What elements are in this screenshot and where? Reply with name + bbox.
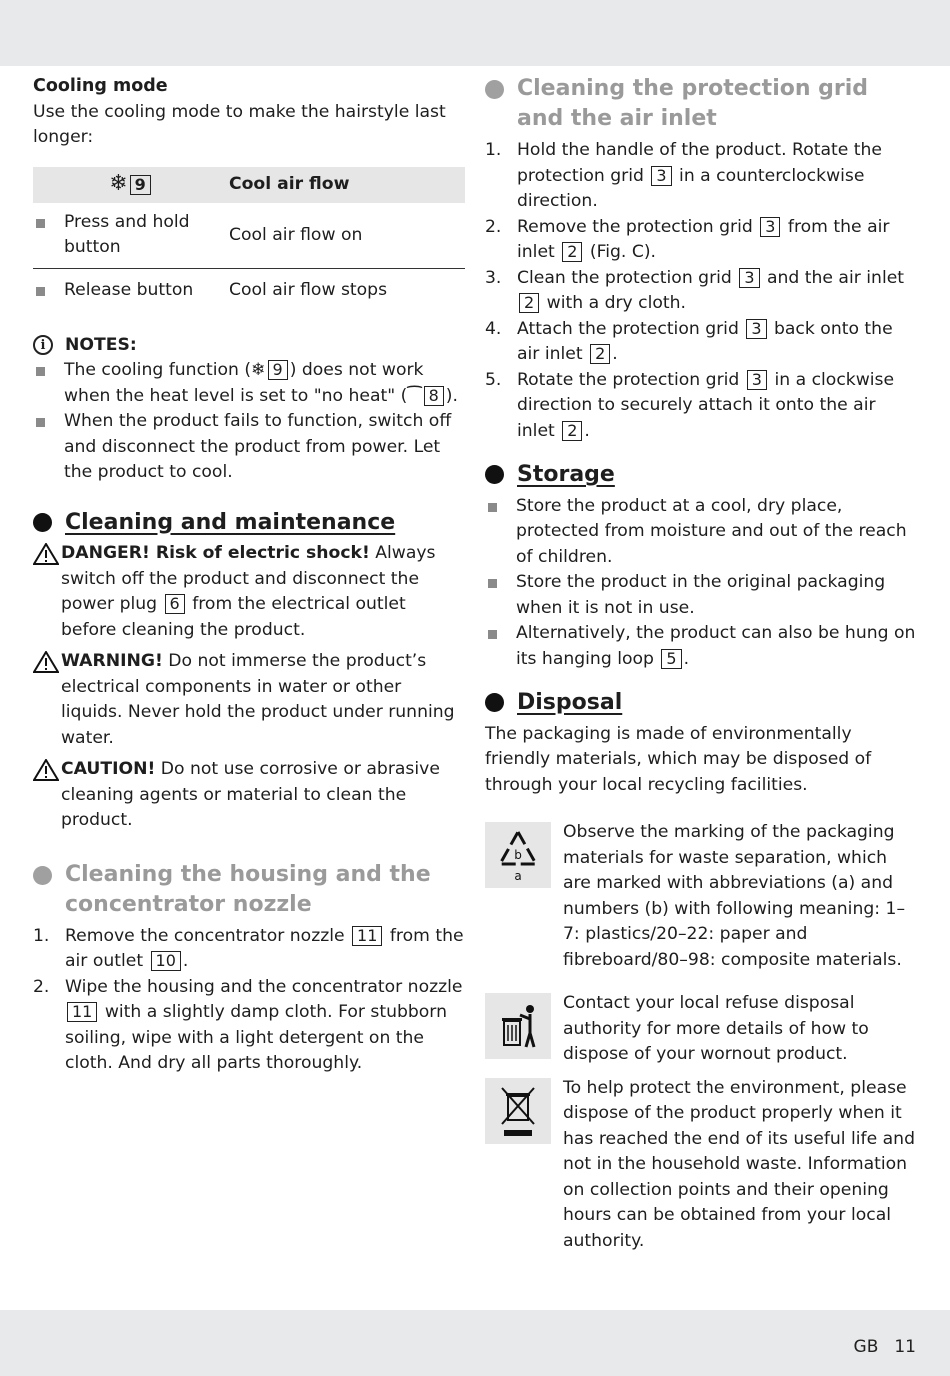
bullet-icon <box>36 418 45 427</box>
warning-notice <box>33 649 465 751</box>
warning-text <box>61 649 465 751</box>
part-number: 3 <box>760 217 780 237</box>
step-part: . <box>612 344 618 364</box>
notes-heading <box>33 333 465 359</box>
list-item <box>485 138 919 215</box>
list-item <box>485 266 919 317</box>
part-number: 3 <box>747 370 767 390</box>
caution-label: CAUTION! <box>61 759 156 779</box>
step-part: from the air inlet <box>517 216 890 262</box>
crossed-bin-icon <box>485 1078 551 1144</box>
disposal-text: To help protect the environment, please dispose of the product properly when it has reached the end of its useful life and not in the household waste. Information on collection points and their opening hours can be obtained from your local authority. <box>563 1077 915 1251</box>
notes-title: NOTES: <box>65 334 137 355</box>
step-part: in a clockwise direction to securely attach it onto the air inlet <box>517 369 895 441</box>
part-number: 2 <box>562 421 582 441</box>
trash-person-icon <box>485 993 551 1059</box>
note-part: ). <box>445 385 458 406</box>
list-item <box>33 409 465 486</box>
part-number: 2 <box>562 242 582 262</box>
step-part: Attach the protection grid <box>517 318 745 339</box>
caution-text <box>61 757 465 834</box>
table-cell-action <box>33 203 229 269</box>
step-part: with a dry cloth. <box>541 293 687 313</box>
part-number: 6 <box>165 594 185 614</box>
danger-notice <box>33 541 465 643</box>
storage-text: Store the product at a cool, dry place, protected from moisture and out of the reach of children. <box>516 495 907 567</box>
table-header-icon-cell <box>33 167 229 203</box>
step-text <box>517 317 917 368</box>
heading-dot-icon <box>485 465 504 484</box>
storage-list <box>485 494 919 673</box>
step-text <box>517 215 917 266</box>
storage-text: Store the product in the original packaging when it is not in use. <box>516 572 886 618</box>
housing-title: Cleaning the housing and the concentrator nozzle <box>65 861 431 917</box>
step-number: 1. <box>33 925 50 946</box>
bullet-icon <box>488 630 497 639</box>
snowflake-icon: ❄ <box>251 360 266 380</box>
step-number: 5. <box>485 369 502 390</box>
caution-part: Do not use corrosive or abrasive cleaning agents or material to clean the product. <box>61 759 440 830</box>
part-number: 3 <box>746 319 766 339</box>
step-number: 2. <box>33 976 50 997</box>
cool-air-table <box>33 167 465 313</box>
table-header-label: Cool air flow <box>229 167 465 203</box>
step-part: Remove the concentrator nozzle <box>65 925 351 946</box>
part-number: 2 <box>590 344 610 364</box>
bullet-icon <box>488 503 497 512</box>
language-code: GB <box>853 1337 879 1357</box>
danger-part: from the electrical outlet before cleaning the product. <box>61 594 406 640</box>
bottom-band <box>0 1310 950 1376</box>
danger-label: DANGER! Risk of electric shock! <box>61 543 370 563</box>
grid-steps <box>485 138 919 444</box>
part-number: 3 <box>651 166 671 186</box>
part-number: 9 <box>130 175 151 195</box>
table-row <box>33 203 465 269</box>
storage-part: . <box>683 648 690 669</box>
step-part: Wipe the housing and the concentrator nozzle <box>65 976 463 997</box>
step-part: Rotate the protection grid <box>517 369 745 390</box>
list-item <box>485 317 919 368</box>
warning-label: WARNING! <box>61 651 163 671</box>
list-item <box>33 924 465 975</box>
recycling-icon <box>485 822 551 888</box>
cooling-mode-title: Cooling mode <box>33 76 168 96</box>
page-number: 11 <box>894 1337 916 1357</box>
disposal-text: Contact your local refuse disposal authority for more details of how to dispose of your wornout product. <box>563 993 869 1064</box>
part-number: 11 <box>352 926 382 946</box>
bullet-icon <box>36 367 45 376</box>
step-part: and the air inlet <box>761 267 905 288</box>
bullet-icon <box>488 579 497 588</box>
list-item <box>485 570 919 621</box>
recycle-b-label: b <box>514 848 522 862</box>
step-part: . <box>182 951 189 971</box>
warning-triangle-icon <box>33 543 61 643</box>
step-part: with a slightly damp cloth. For stubborn soiling, wipe with a light detergent on the cloth. And dry all parts thoroughly. <box>65 1002 447 1073</box>
warning-triangle-icon <box>33 759 61 834</box>
storage-part: Alternatively, the product can also be hung on its hanging loop <box>516 623 916 669</box>
heading-dot-icon <box>33 866 52 885</box>
table-header-row <box>33 167 465 203</box>
snowflake-icon: ❄ <box>109 170 128 196</box>
caution-notice <box>33 757 465 834</box>
step-text <box>65 975 465 1077</box>
cleaning-title: Cleaning and maintenance <box>65 509 396 535</box>
row-action: Press and hold button <box>64 211 190 258</box>
grid-heading <box>485 74 919 134</box>
heading-dot-icon <box>485 80 504 99</box>
row-result: Cool air flow on <box>229 203 465 269</box>
part-number: 3 <box>739 268 759 288</box>
note-part: The cooling function ( <box>64 360 252 380</box>
recycle-a-label: a <box>514 869 522 882</box>
row-result: Cool air flow stops <box>229 280 388 300</box>
step-text <box>65 924 465 975</box>
cooling-intro: Use the cooling mode to make the hairstyle last longer: <box>33 101 446 147</box>
housing-heading <box>33 860 465 920</box>
top-band <box>0 0 950 66</box>
warning-part: Do not immerse the product’s electrical components in water or other liquids. Never hold the product under running water. <box>61 651 455 748</box>
disposal-text: Observe the marking of the packaging materials for waste separation, which are marked with abbreviations (a) and numbers (b) with following meaning: 1–7: plastics/20–22: paper and fibreboard/80–98: composite materials. <box>563 822 906 970</box>
list-item <box>33 975 465 1077</box>
list-item <box>33 358 465 409</box>
step-part: (Fig. C). <box>584 242 657 262</box>
list-item <box>485 494 919 571</box>
bullet-icon <box>36 287 45 296</box>
note-text: When the product fails to function, switch off and disconnect the product from power. Let the product to cool. <box>64 411 452 482</box>
table-row <box>33 269 465 313</box>
danger-part: Always switch off the product and disconnect the power plug <box>61 543 436 614</box>
heading-dot-icon <box>33 513 52 532</box>
step-number: 2. <box>485 216 502 237</box>
part-number: 11 <box>67 1002 97 1022</box>
storage-text <box>516 621 916 672</box>
list-item <box>485 368 919 445</box>
disposal-heading <box>485 690 919 716</box>
note-text <box>64 358 464 409</box>
list-item <box>485 621 919 672</box>
part-number: 5 <box>661 649 681 669</box>
disposal-item <box>485 1076 919 1255</box>
part-number: 10 <box>151 951 181 971</box>
step-number: 4. <box>485 318 502 339</box>
storage-heading <box>485 462 919 488</box>
grid-title: Cleaning the protection grid and the air inlet <box>517 76 869 131</box>
left-column <box>33 72 465 1077</box>
disposal-title: Disposal <box>517 690 623 715</box>
bullet-icon <box>36 219 45 228</box>
part-number: 9 <box>268 360 288 380</box>
step-part: Hold the handle of the product. Rotate the protection grid <box>517 140 882 186</box>
step-part: from the air outlet <box>65 925 464 971</box>
step-part: back onto the air inlet <box>517 318 893 364</box>
housing-steps <box>33 924 465 1077</box>
step-part: Clean the protection grid <box>517 267 738 288</box>
cleaning-heading <box>33 510 465 536</box>
no-heat-icon: ⁀ <box>407 385 422 406</box>
step-text <box>517 266 917 317</box>
heading-dot-icon <box>485 693 504 712</box>
step-part: . <box>584 420 590 441</box>
step-text <box>517 368 917 445</box>
part-number: 2 <box>519 293 539 313</box>
storage-title: Storage <box>517 462 615 487</box>
step-number: 3. <box>485 267 502 288</box>
part-number: 8 <box>424 386 444 406</box>
list-item <box>485 215 919 266</box>
disposal-item <box>485 820 919 973</box>
table-cell-action <box>33 269 229 313</box>
danger-text <box>61 541 465 643</box>
info-icon: i <box>33 335 53 355</box>
right-column <box>485 72 919 1254</box>
page-footer <box>838 1337 916 1357</box>
note-part: ) does not work when the heat level is set to "no heat" ( <box>64 360 424 406</box>
step-text <box>517 138 917 215</box>
step-number: 1. <box>485 140 502 160</box>
notes-list <box>33 358 465 486</box>
step-part: in a counterclockwise direction. <box>517 165 865 211</box>
row-action: Release button <box>64 280 194 300</box>
warning-triangle-icon <box>33 651 61 751</box>
disposal-intro: The packaging is made of environmentally friendly materials, which may be disposed of through your local recycling facilities. <box>485 723 872 795</box>
disposal-item <box>485 991 919 1068</box>
step-part: Remove the protection grid <box>517 216 759 237</box>
